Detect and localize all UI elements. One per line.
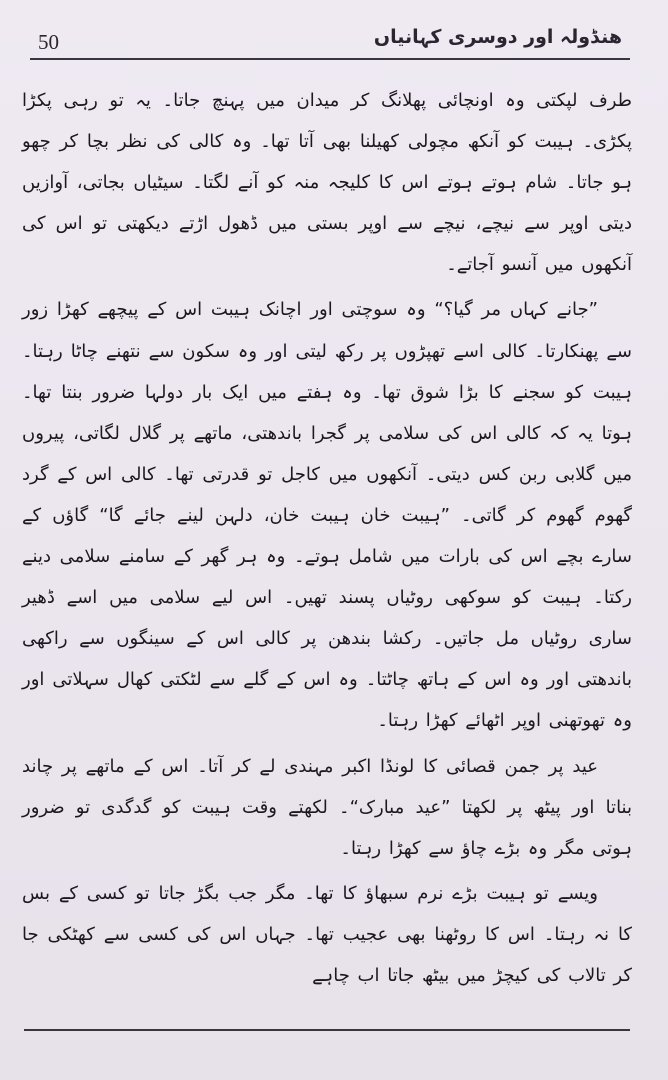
page-header	[30, 24, 628, 60]
paragraph-4: ویسے تو ہیبت بڑے نرم سبھاؤ کا تھا۔ مگر جب بگڑ جاتا تو کسی کے بس کا نہ رہتا۔ اس کا روٹھنا بھی عجیب تھا۔ جہاں اس کی کسی سے کھٹکی جا کر تالاب کی کیچڑ میں بیٹھ جاتا اب چاہے	[22, 882, 632, 986]
body-text	[22, 80, 632, 1000]
paragraph-3: عید پر جمن قصائی کا لونڈا اکبر مہندی لے کر آتا۔ اس کے ماتھے پر چاند بناتا اور پیٹھ پر لکھتا ”عید مبارک“۔ لکھتے وقت ہیبت کو گدگدی تو ضرور ہوتی مگر وہ بڑے چاؤ سے کھڑا رہتا۔	[22, 755, 632, 859]
paragraph-1: طرف لپکتی وہ اونچائی پھلانگ کر میدان میں پہنچ جاتا۔ یہ تو رہی پکڑا پکڑی۔ ہیبت کو آنکھ مچولی کھیلنا بھی آتا تھا۔ وہ کالی کی نظر بچا کر چھو ہو جاتا۔ شام ہوتے ہوتے اس کا کلیجہ منہ کو آنے لگتا۔ سیٹیاں بجاتی، آوازیں دیتی اوپر سے نیچے، نیچے سے اوپر بستی میں ڈھول اڑتے دیکھتی تو اس کی آنکھوں میں آنسو آجاتے۔	[22, 90, 632, 276]
paragraph-2: ”جانے کہاں مر گیا؟“ وہ سوچتی اور اچانک ہیبت اس کے پیچھے کھڑا زور سے پھنکارتا۔ کالی اسے تھپڑوں پر رکھ لیتی اور وہ سکون سے نتھنے چاٹا رہتا۔ ہیبت کو سجنے کا بڑا شوق تھا۔ وہ ہفتے میں ایک بار دولہا ضرور بنتا تھا۔ ہوتا یہ کہ کالی اس کی سلامی پر گجرا باندھتی، ماتھے پر گلال لگاتی، پیروں میں گلابی ربن کس دیتی۔ آنکھوں میں کاجل تو قدرتی تھا۔ کالی اس کے گرد گھوم گھوم کر گاتی۔ ”ہیبت خان ہیبت خان، دلہن لینے جائے گا“ گاؤں کے سارے بچے اس کی بارات میں شامل ہوتے۔ وہ ہر گھر کے سامنے سلامی دینے رکتا۔ ہیبت کو سوکھی روٹیاں پسند تھیں۔ اس لیے سلامی میں اسے ڈھیر ساری روٹیاں مل جاتیں۔ رکشا بندھن پر کالی اس کے سینگوں سے راکھی باندھتی اور وہ اس کے ہاتھ چاٹتا۔ وہ اس کے گلے سے لٹکتی کھال سہلاتی اور وہ تھوتھنی اوپر اٹھائے کھڑا رہتا۔	[22, 299, 632, 732]
header-rule	[30, 58, 630, 60]
footer-rule	[24, 1029, 630, 1031]
page-number: 50	[38, 30, 59, 54]
running-title: ھنڈولہ اور دوسری کہانیاں	[373, 26, 622, 48]
